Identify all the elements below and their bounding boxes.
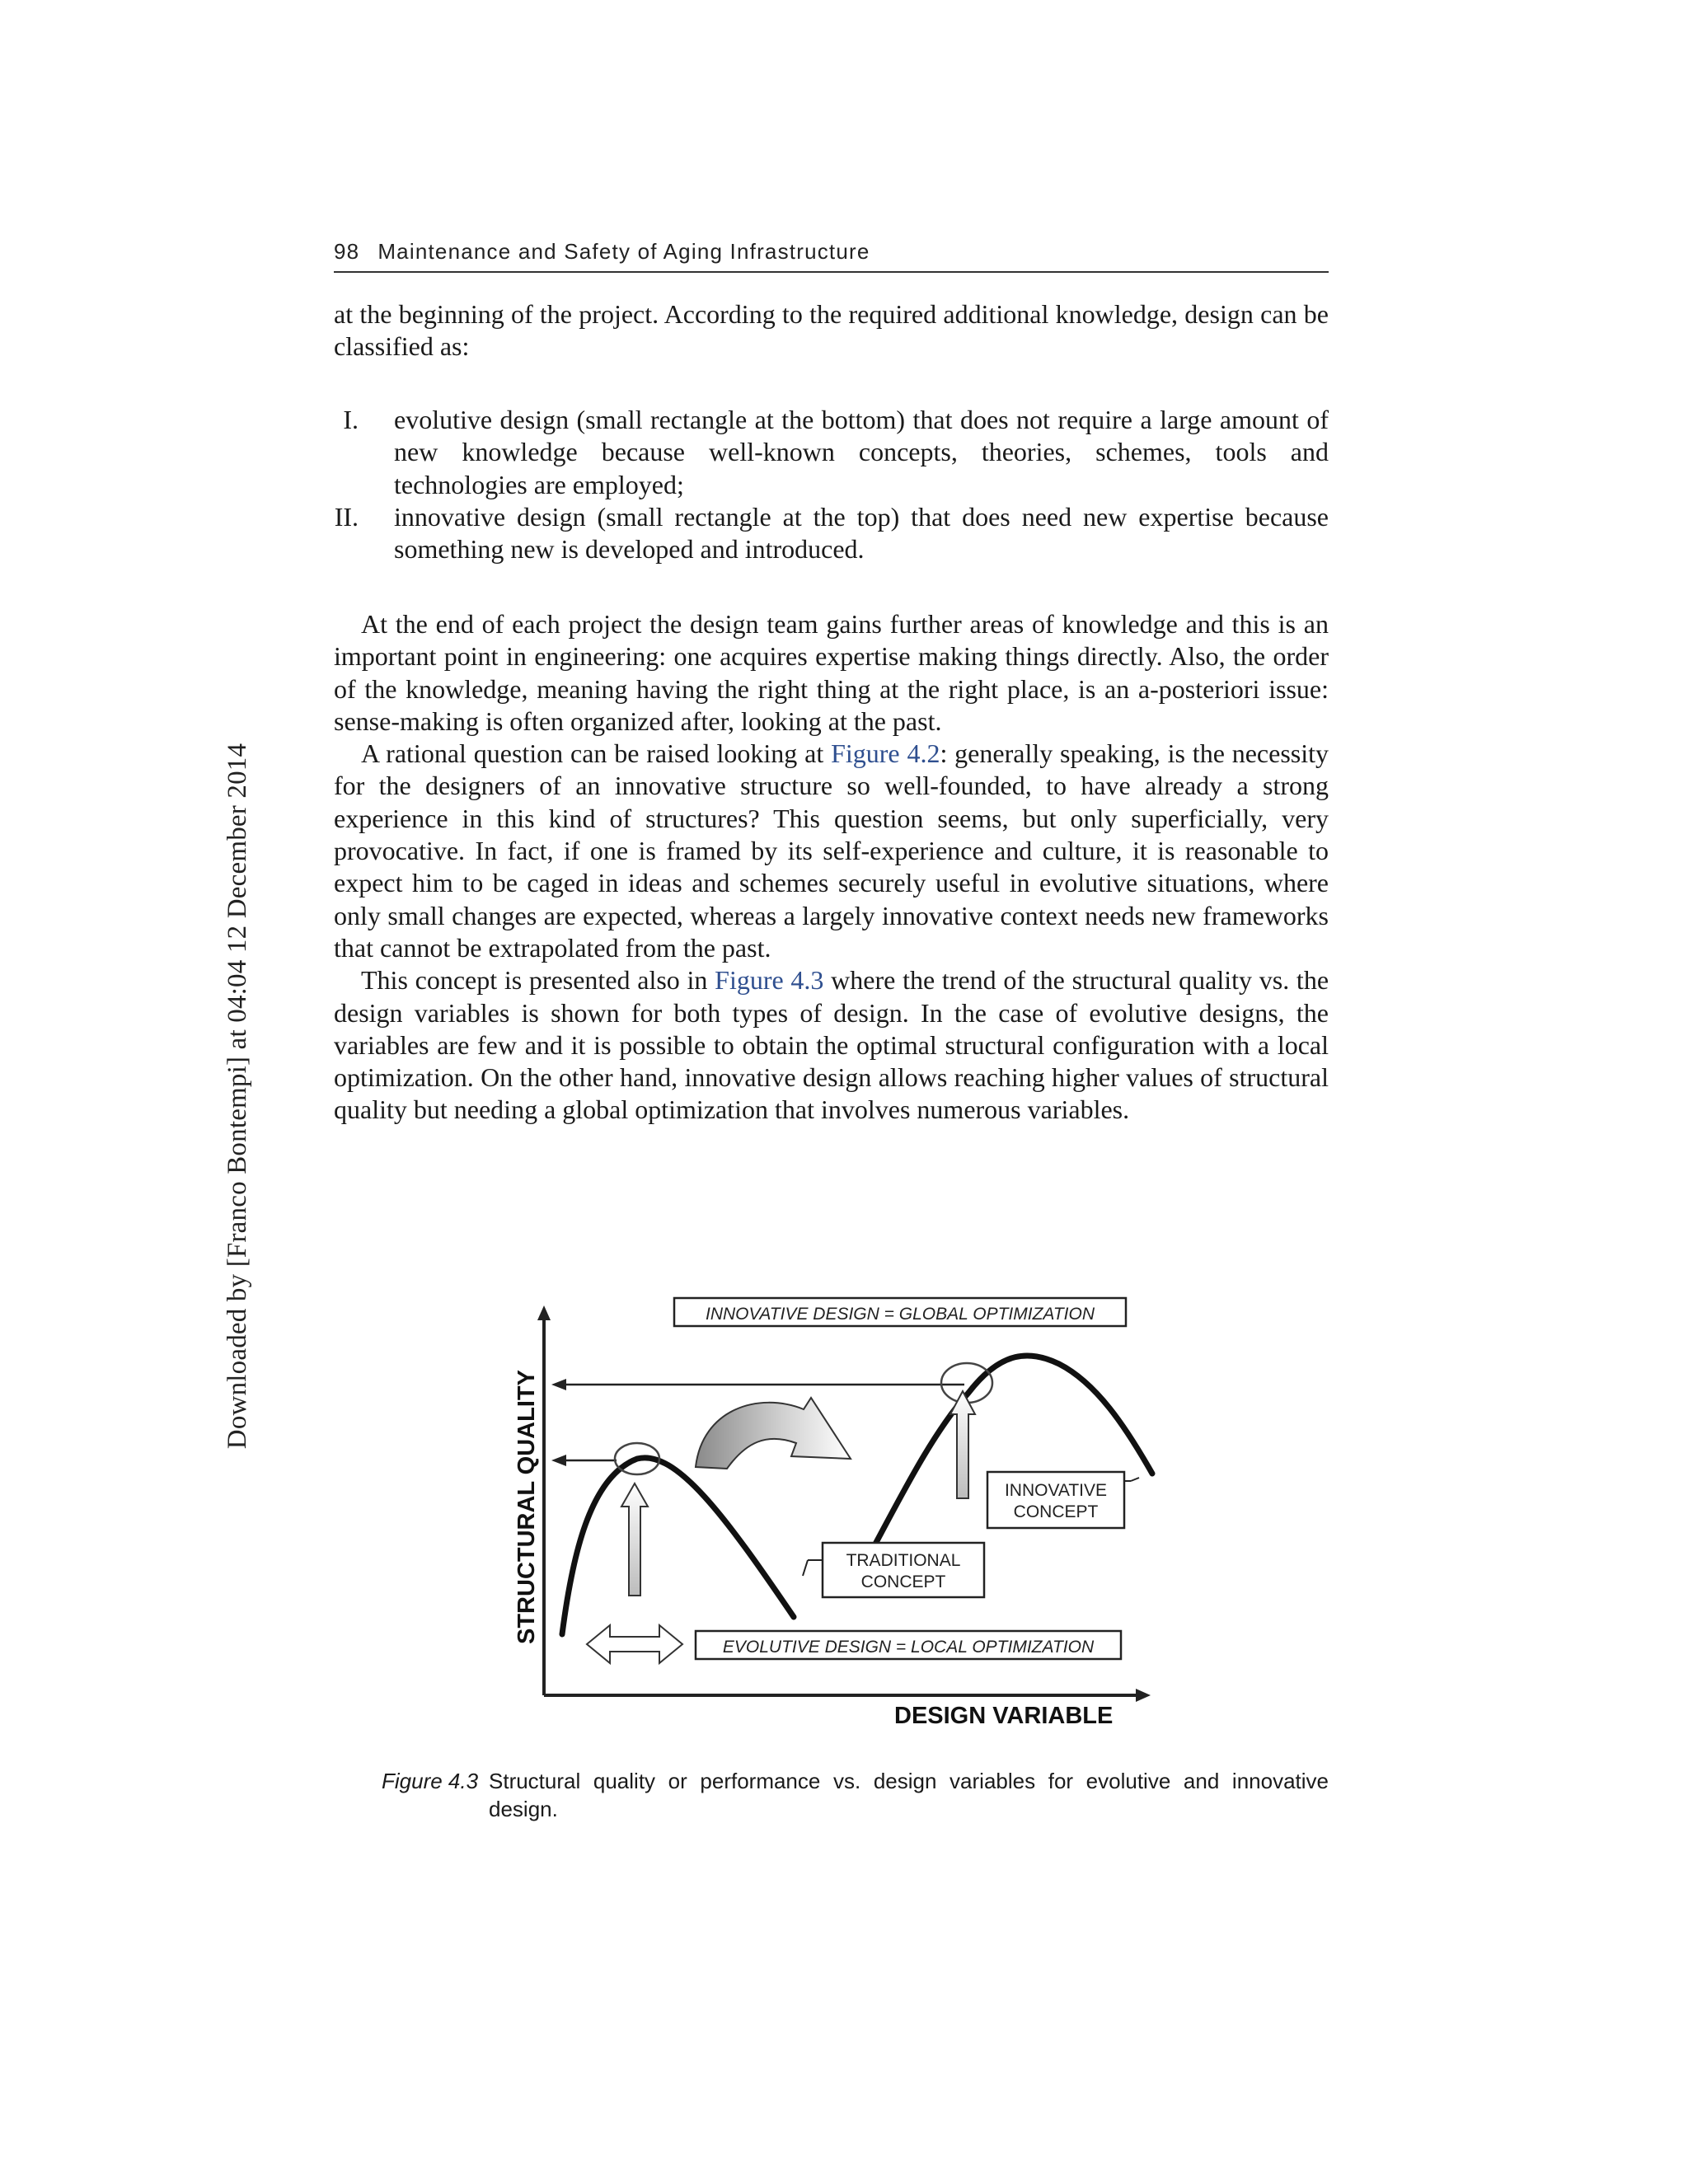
list-marker: I. xyxy=(343,405,359,434)
svg-text:INNOVATIVE: INNOVATIVE xyxy=(1004,1481,1108,1500)
up-arrow-icon xyxy=(621,1483,648,1596)
list-item-text: evolutive design (small rectangle at the bottom) that does not require a large amount of new knowledge because well-known concepts, theories, schemes, tools and technologies are employed; xyxy=(394,405,1329,499)
double-arrow-icon xyxy=(587,1625,682,1663)
running-header xyxy=(334,239,1329,273)
figure-reference-link[interactable]: Figure 4.2 xyxy=(831,738,940,769)
y-axis-label: STRUCTURAL QUALITY xyxy=(513,1370,540,1644)
figure-4-3 xyxy=(486,1286,1179,1731)
evolutive-design-box-label: EVOLUTIVE DESIGN = LOCAL OPTIMIZATION xyxy=(722,1638,1095,1657)
list-item xyxy=(334,404,1329,501)
body-text xyxy=(334,608,1329,1127)
y-axis-arrowhead xyxy=(537,1305,551,1320)
up-arrow-icon xyxy=(950,1391,975,1498)
innovative-concept-box xyxy=(987,1472,1139,1528)
shift-arrow-icon xyxy=(696,1398,851,1469)
traditional-concept-curve xyxy=(562,1458,794,1634)
paragraph: At the end of each project the design team gains further areas of knowledge and this is an important point in engineering: one acquires expertise making things directly. Also, the order of the knowledge, meaning having the right thing at the right place, is an a-posteriori issue: sense-making is often organized after, looking at the past. xyxy=(334,609,1329,736)
design-diagram xyxy=(486,1286,1179,1731)
list-marker: II. xyxy=(334,501,359,532)
design-classification-list xyxy=(334,404,1329,565)
svg-text:TRADITIONAL: TRADITIONAL xyxy=(846,1551,961,1570)
list-item xyxy=(334,501,1329,566)
x-axis-label: DESIGN VARIABLE xyxy=(894,1703,1114,1729)
running-title: Maintenance and Safety of Aging Infrastructure xyxy=(377,239,870,264)
page-number: 98 xyxy=(334,239,360,264)
caption-label: Figure 4.3 xyxy=(382,1769,479,1793)
figure-caption xyxy=(382,1767,1329,1823)
x-axis-arrowhead xyxy=(1136,1689,1151,1702)
caption-text: Structural quality or performance vs. design variables for evolutive and innovative design. xyxy=(489,1769,1329,1821)
innovative-design-box-label: INNOVATIVE DESIGN = GLOBAL OPTIMIZATION xyxy=(705,1305,1095,1324)
list-item-text: innovative design (small rectangle at the top) that does need new expertise because something new is developed and introduced. xyxy=(394,501,1329,565)
innovative-design-box xyxy=(674,1298,1126,1326)
download-watermark: Downloaded by [Franco Bontempi] at 04:04 12 December 2014 xyxy=(223,743,252,1450)
traditional-concept-box xyxy=(803,1543,984,1597)
evolutive-design-box xyxy=(696,1631,1121,1659)
paragraph: A rational question can be raised looking at Figure 4.2: generally speaking, is the necessity for the designers of an innovative structure so well-founded, to have already a strong experience in this kind of structures? This question seems, but only superficially, very provocative. In fact, if one is framed by its self-experience and culture, it is reasonable to expect him to be caged in ideas and schemes securely useful in evolutive situations, where only small changes are expected, whereas a largely innovative context needs new frameworks that cannot be extrapolated from the past. xyxy=(334,738,1329,963)
figure-reference-link[interactable]: Figure 4.3 xyxy=(715,965,824,996)
svg-text:CONCEPT: CONCEPT xyxy=(1013,1502,1099,1521)
svg-text:CONCEPT: CONCEPT xyxy=(860,1572,946,1591)
paragraph: This concept is presented also in Figure 4.3 where the trend of the structural quality vs. the design variables is shown for both types of design. In the case of evolutive designs, the variables are few and it is possible to obtain the optimal structural configuration with a local optimization. On the other hand, innovative design allows reaching higher values of structural quality but needing a global optimization that involves numerous variables. xyxy=(334,965,1329,1125)
intro-paragraph: at the beginning of the project. According to the required additional knowledge, design can be classified as: xyxy=(334,299,1329,362)
